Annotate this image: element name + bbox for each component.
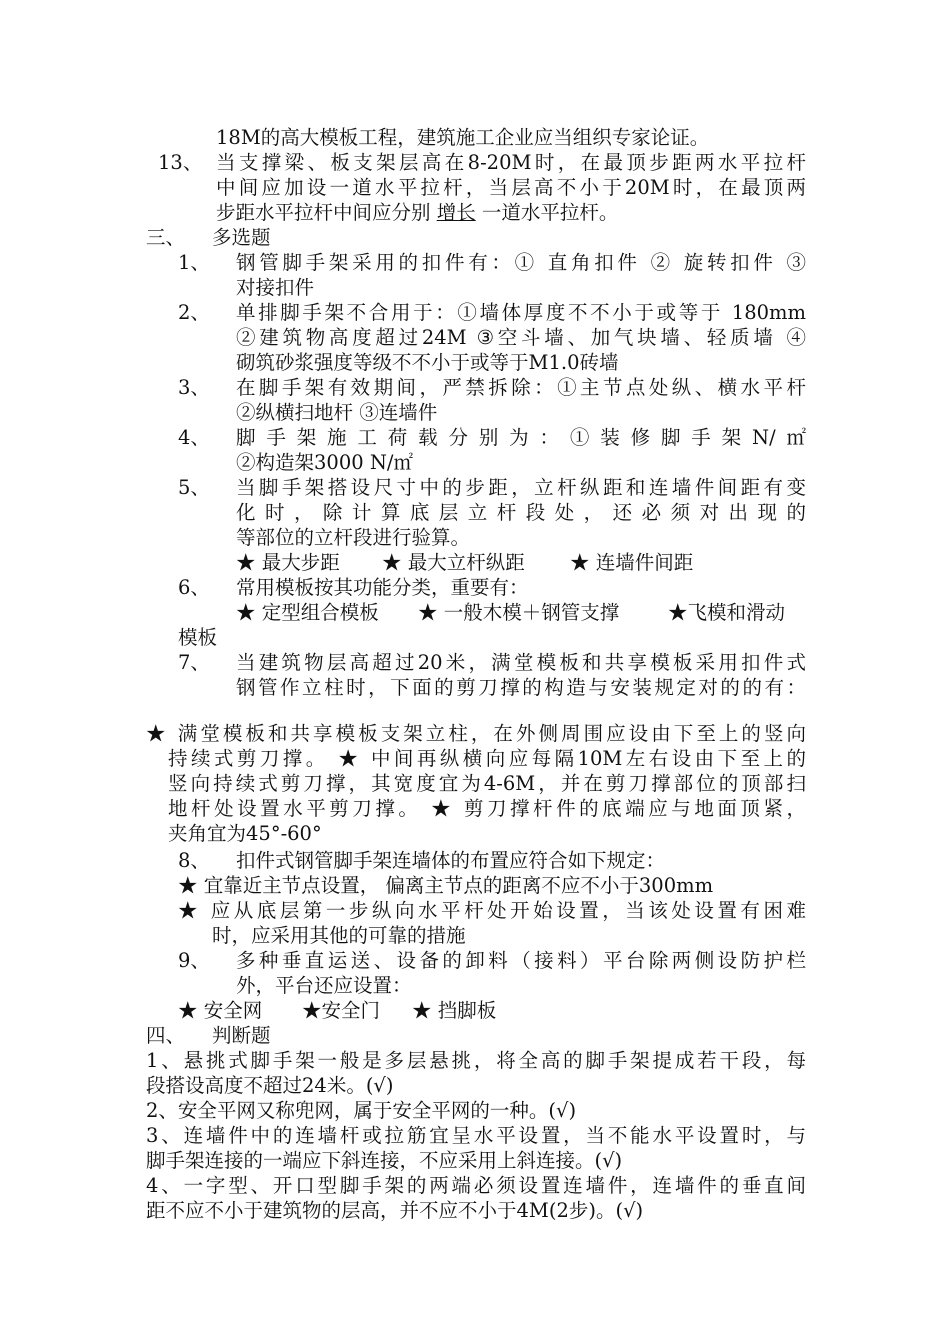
q13-line-3-post: 一道水平拉杆。 xyxy=(475,201,619,224)
m7-answer-line-2: 持续式剪刀撑。 ★ 中间再纵横向应每隔10M左右设由下至上的 xyxy=(168,747,806,770)
m6-answer-1: ★ 定型组合模板 xyxy=(236,601,379,624)
m9-line-2: 外，平台还应设置： xyxy=(236,974,412,997)
m5-answer-2: ★ 最大立杆纵距 xyxy=(382,551,525,574)
section-4-number: 四、 xyxy=(146,1024,186,1047)
j4-line-1: 4、一字型、开口型脚手架的两端必须设置连墙件，连墙件的垂直间 xyxy=(146,1174,806,1197)
q13-number: 13、 xyxy=(158,151,203,174)
j2-line-1: 2、安全平网又称兜网，属于安全平网的一种。(√) xyxy=(146,1099,577,1122)
m9-answer-3: ★ 挡脚板 xyxy=(412,999,497,1022)
m6-number: 6、 xyxy=(178,576,210,599)
m8-answer-2: ★ 应从底层第一步纵向水平杆处开始设置，当该处设置有困难 xyxy=(178,899,806,922)
m5-answer-1: ★ 最大步距 xyxy=(236,551,340,574)
section-3-number: 三、 xyxy=(146,226,186,249)
m2-number: 2、 xyxy=(178,301,210,324)
m5-line-2: 化时，除计算底层立杆段处，还必须对出现的 xyxy=(236,501,806,524)
m9-number: 9、 xyxy=(178,949,210,972)
m4-line-2: ②构造架3000 N/㎡ xyxy=(236,451,413,474)
m7-line-1: 当建筑物层高超过20米，满堂模板和共享模板采用扣件式 xyxy=(236,651,806,674)
m1-number: 1、 xyxy=(178,251,210,274)
m3-line-1: 在脚手架有效期间，严禁拆除：①主节点处纵、横水平杆 xyxy=(236,376,806,399)
q13-line-1: 当支撑梁、板支架层高在8-20M时，在最顶步距两水平拉杆 xyxy=(216,151,806,174)
m7-answer-line-3: 竖向持续式剪刀撑，其宽度宜为4-6M，并在剪刀撑部位的顶部扫 xyxy=(168,772,806,795)
m7-answer-line-5: 夹角宜为45°-60° xyxy=(168,822,322,845)
m7-line-2: 钢管作立柱时，下面的剪刀撑的构造与安装规定对的的有： xyxy=(236,676,806,699)
m3-line-2: ②纵横扫地杆 ③连墙件 xyxy=(236,401,438,424)
m5-line-3: 等部位的立杆段进行验算。 xyxy=(236,526,471,549)
m1-line-2: 对接扣件 xyxy=(236,276,315,299)
m2-line-1: 单排脚手架不合用于：①墙体厚度不不小于或等于 180mm xyxy=(236,301,806,324)
m6-answer-2: ★ 一般木模＋钢管支撑 xyxy=(418,601,620,624)
j3-line-2: 脚手架连接的一端应下斜连接，不应采用上斜连接。(√) xyxy=(146,1149,623,1172)
m4-number: 4、 xyxy=(178,426,210,449)
m3-number: 3、 xyxy=(178,376,210,399)
m8-line-1: 扣件式钢管脚手架连墙体的布置应符合如下规定： xyxy=(236,849,666,872)
m6-answer-3: ★飞模和滑动 xyxy=(668,601,786,624)
m7-number: 7、 xyxy=(178,651,210,674)
m6-line-3: 模板 xyxy=(178,626,218,649)
m9-line-1: 多种垂直运送、设备的卸料（接料）平台除两侧设防护栏 xyxy=(236,949,806,972)
m8-answer-2-cont: 时，应采用其他的可靠的措施 xyxy=(212,924,466,947)
q13-answer: 增长 xyxy=(436,201,476,224)
section-4-title: 判断题 xyxy=(212,1024,271,1047)
m2-line-3: 砌筑砂浆强度等级不不小于或等于M1.0砖墙 xyxy=(236,351,619,374)
q13-line-3-pre: 步距水平拉杆中间应分别 xyxy=(216,201,437,224)
m6-line-1: 常用模板按其功能分类，重要有： xyxy=(236,576,529,599)
m4-line-1: 脚手架施工荷载分别为：①装修脚手架N/㎡ xyxy=(236,426,806,449)
j3-line-1: 3、连墙件中的连墙杆或拉筋宜呈水平设置，当不能水平设置时，与 xyxy=(146,1124,806,1147)
m5-number: 5、 xyxy=(178,476,210,499)
m2-line-2: ②建筑物高度超过24M ③空斗墙、加气块墙、轻质墙 ④ xyxy=(236,326,806,349)
j4-line-2: 距不应不小于建筑物的层高，并不应不小于4M(2步)。(√) xyxy=(146,1199,644,1222)
m5-answer-3: ★ 连墙件间距 xyxy=(570,551,694,574)
q12-tail-line: 18M的高大模板工程，建筑施工企业应当组织专家论证。 xyxy=(216,126,710,149)
j1-line-2: 段搭设高度不超过24米。(√) xyxy=(146,1074,394,1097)
m7-answer-line-1: ★ 满堂模板和共享模板支架立柱，在外侧周围应设由下至上的竖向 xyxy=(146,722,806,745)
m9-answer-1: ★ 安全网 xyxy=(178,999,263,1022)
j1-line-1: 1、悬挑式脚手架一般是多层悬挑，将全高的脚手架提成若干段，每 xyxy=(146,1049,806,1072)
m7-answer-line-4: 地杆处设置水平剪刀撑。 ★ 剪刀撑杆件的底端应与地面顶紧， xyxy=(168,797,806,820)
m9-answer-2: ★安全门 xyxy=(302,999,381,1022)
m8-number: 8、 xyxy=(178,849,210,872)
q13-line-2: 中间应加设一道水平拉杆，当层高不小于20M时，在最顶两 xyxy=(216,176,806,199)
m1-line-1: 钢管脚手架采用的扣件有：① 直角扣件 ② 旋转扣件 ③ xyxy=(236,251,806,274)
m8-answer-1: ★ 宜靠近主节点设置， 偏离主节点的距离不应不小于300mm xyxy=(178,874,714,897)
m5-line-1: 当脚手架搭设尺寸中的步距，立杆纵距和连墙件间距有变 xyxy=(236,476,806,499)
q13-line-3 xyxy=(216,201,618,225)
section-3-title: 多选题 xyxy=(212,226,271,249)
